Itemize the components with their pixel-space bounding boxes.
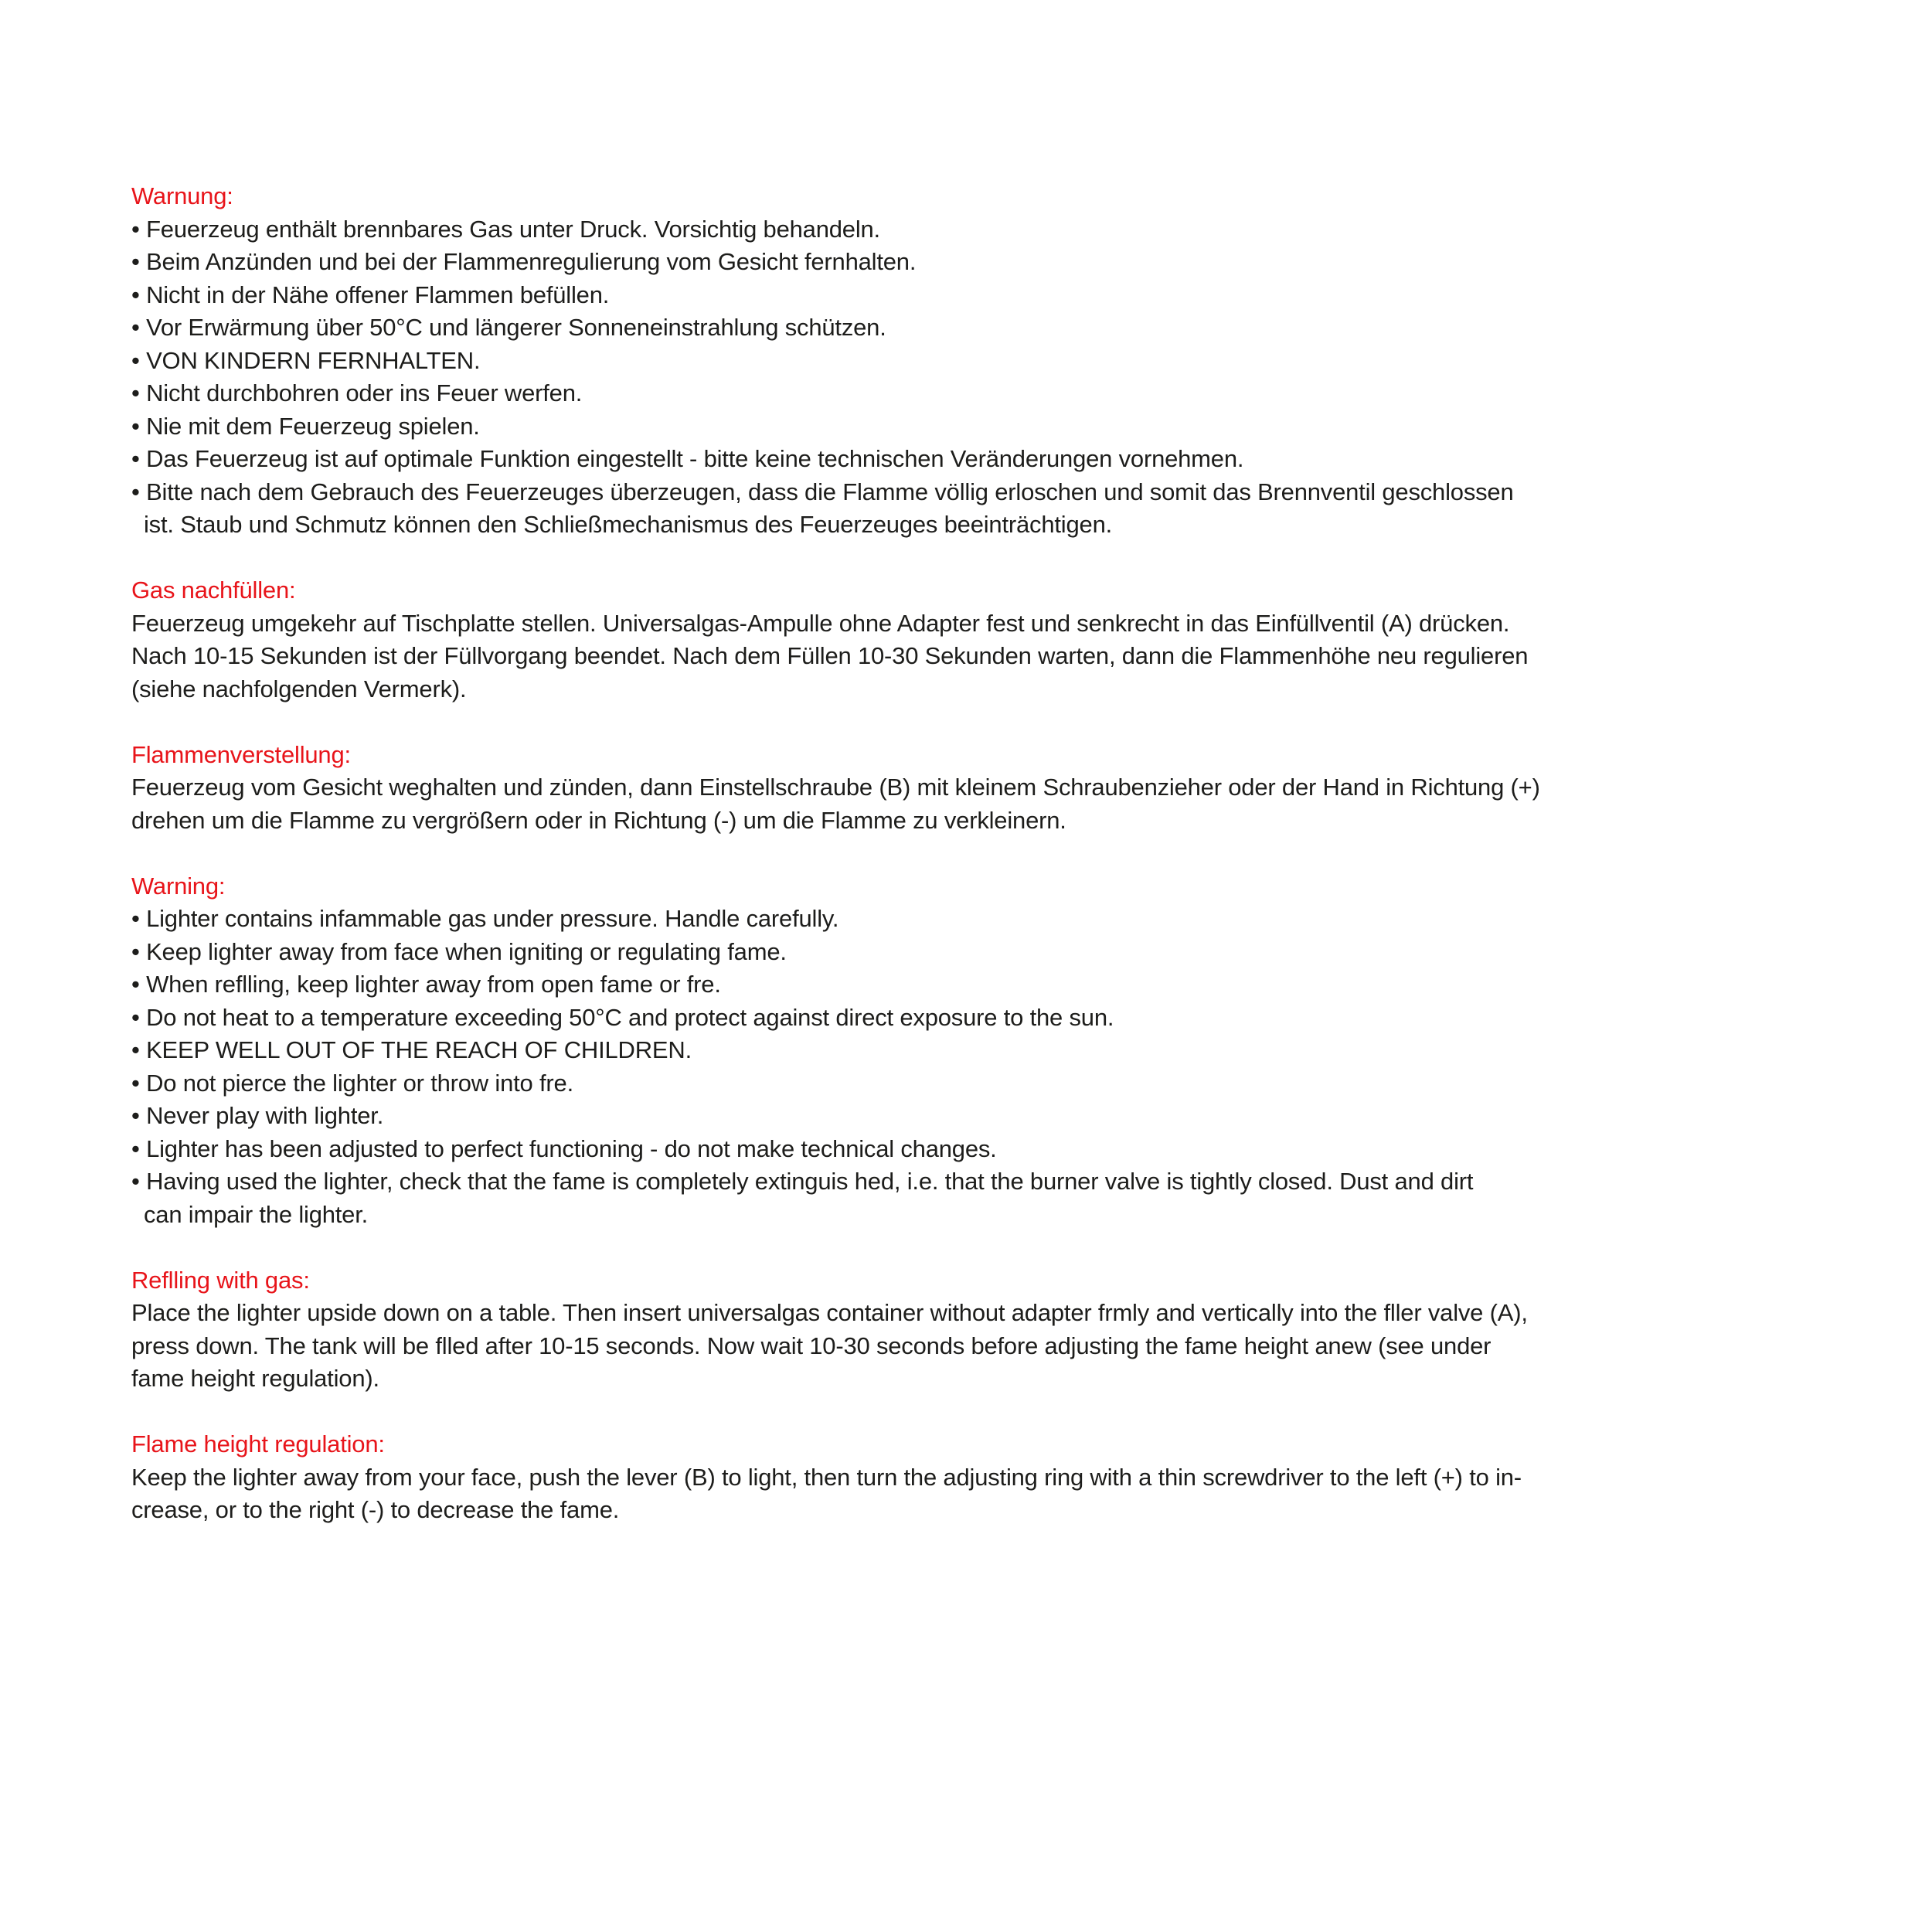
text-line: • Nie mit dem Feuerzeug spielen. (131, 412, 480, 440)
text-line: • Nicht durchbohren oder ins Feuer werfen. (131, 379, 583, 406)
instruction-text (131, 180, 1824, 1560)
text-line: Keep the lighter away from your face, push the lever (B) to light, then turn the adjusting ring with a thin screwdriver to the left (+) to in- (131, 1463, 1522, 1491)
text-line: • Having used the lighter, check that the fame is completely extinguis hed, i.e. that the burner valve is tightly closed. Dust and dirt (131, 1168, 1474, 1195)
text-line: • Vor Erwärmung über 50°C und längerer Sonneneinstrahlung schützen. (131, 314, 886, 341)
text-line: Feuerzeug umgekehr auf Tischplatte stellen. Universalgas-Ampulle ohne Adapter fest und senkrecht in das Einfüllventil (A) drücken. (131, 609, 1510, 637)
section (131, 870, 1824, 1232)
text-line: Nach 10-15 Sekunden ist der Füllvorgang beendet. Nach dem Füllen 10-30 Sekunden warten, dann die Flammenhöhe neu regulieren (131, 642, 1529, 669)
section (131, 180, 1824, 542)
text-line: ist. Staub und Schmutz können den Schließmechanismus des Feuerzeuges beeinträchtigen. (144, 511, 1113, 538)
text-line: • Keep lighter away from face when igniting or regulating fame. (131, 937, 787, 965)
section (131, 1264, 1824, 1396)
section (131, 739, 1824, 838)
text-line: • VON KINDERN FERNHALTEN. (131, 346, 481, 374)
text-line: drehen um die Flamme zu vergrößern oder in Richtung (-) um die Flamme zu verkleinern. (131, 806, 1066, 834)
text-line: can impair the lighter. (144, 1200, 369, 1228)
text-line: • Nicht in der Nähe offener Flammen befüllen. (131, 281, 610, 308)
section-heading: Flame height regulation: (131, 1430, 385, 1458)
section-heading: Reflling with gas: (131, 1266, 310, 1294)
section-heading: Flammenverstellung: (131, 740, 351, 768)
text-line: crease, or to the right (-) to decrease the fame. (131, 1496, 620, 1523)
text-line: • Never play with lighter. (131, 1102, 384, 1129)
section (131, 574, 1824, 706)
text-line: (siehe nachfolgenden Vermerk). (131, 675, 467, 702)
text-line: • Lighter has been adjusted to perfect functioning - do not make technical changes. (131, 1134, 997, 1162)
text-line: • Feuerzeug enthält brennbares Gas unter Druck. Vorsichtig behandeln. (131, 215, 880, 243)
section-heading: Warning: (131, 872, 226, 900)
text-line: fame height regulation). (131, 1365, 379, 1392)
text-line: • Do not heat to a temperature exceeding 50°C and protect against direct exposure to the sun. (131, 1003, 1114, 1031)
text-line: • Lighter contains infammable gas under pressure. Handle carefully. (131, 905, 839, 932)
text-line: • Beim Anzünden und bei der Flammenregulierung vom Gesicht fernhalten. (131, 248, 917, 275)
text-line: • Bitte nach dem Gebrauch des Feuerzeuges überzeugen, dass die Flamme völlig erloschen und somit das Brennventil geschlossen (131, 478, 1514, 505)
text-line: Place the lighter upside down on a table. Then insert universalgas container without adapter frmly and vertically into the fller valve (A), (131, 1299, 1528, 1326)
section-heading: Warnung: (131, 182, 233, 209)
text-line: • Do not pierce the lighter or throw into fre. (131, 1069, 573, 1097)
text-line: • When reflling, keep lighter away from open fame or fre. (131, 971, 721, 998)
text-line: Feuerzeug vom Gesicht weghalten und zünden, dann Einstellschraube (B) mit kleinem Schraubenzieher oder der Hand in Richtung (+) (131, 774, 1540, 801)
section (131, 1428, 1824, 1527)
text-line: • KEEP WELL OUT OF THE REACH OF CHILDREN. (131, 1036, 692, 1063)
section-heading: Gas nachfüllen: (131, 577, 296, 604)
text-line: press down. The tank will be flled after 10-15 seconds. Now wait 10-30 seconds before adjusting the fame height anew (see under (131, 1332, 1492, 1359)
text-line: • Das Feuerzeug ist auf optimale Funktion eingestellt - bitte keine technischen Veränderungen vornehmen. (131, 445, 1244, 472)
